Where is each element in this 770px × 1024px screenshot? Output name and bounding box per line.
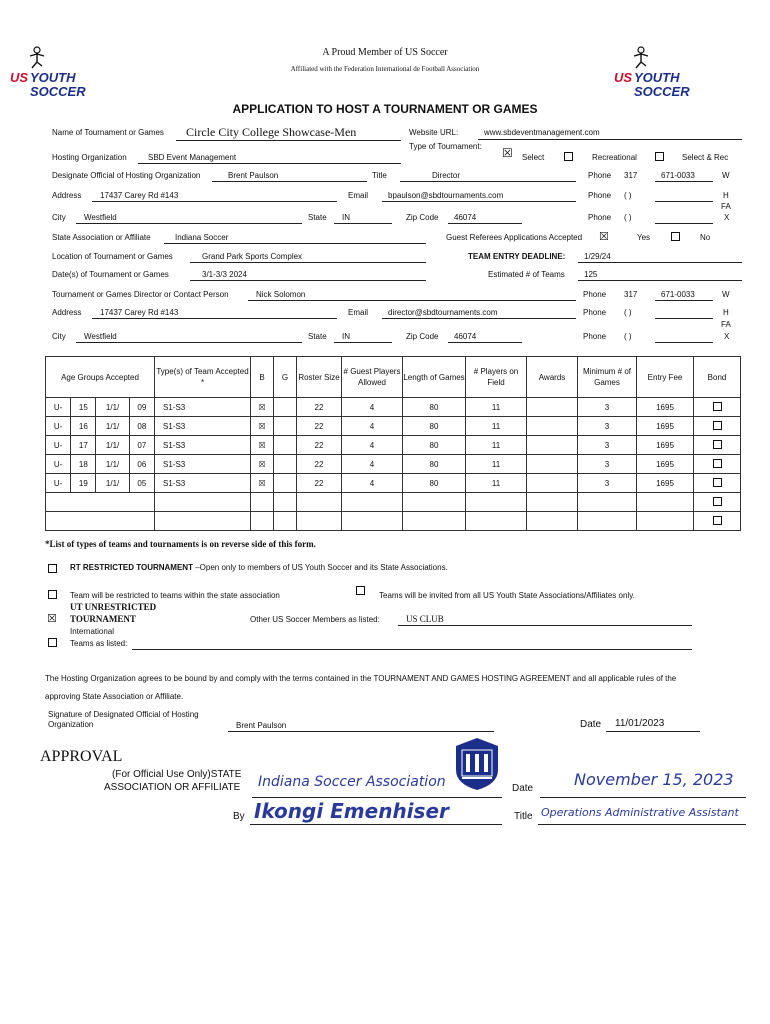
- row-u-prefix: U-: [46, 436, 71, 455]
- row-year[interactable]: 08: [129, 417, 154, 436]
- table-row: [46, 417, 741, 436]
- type-recreational-label: Recreational: [592, 153, 637, 162]
- phone1-area[interactable]: 317: [624, 171, 638, 180]
- approval-official-2: ASSOCIATION OR AFFILIATE: [104, 782, 241, 793]
- restricted-checkbox[interactable]: [48, 564, 57, 573]
- approval-title: APPROVAL: [40, 748, 123, 765]
- approval-official-1: (For Official Use Only)STATE: [112, 769, 242, 780]
- phone2-x: X: [724, 332, 730, 341]
- row-month: 1/1/: [96, 398, 129, 417]
- row-year[interactable]: 06: [129, 455, 154, 474]
- teams-invited-label: Teams will be invited from all US Youth State Associations/Affiliates only.: [379, 591, 635, 600]
- approval-date-value[interactable]: November 15, 2023: [574, 770, 734, 789]
- est-label: Estimated # of Teams: [488, 270, 565, 279]
- row-g-cell[interactable]: [274, 455, 297, 474]
- row-roster[interactable]: 22: [297, 398, 342, 417]
- th-age-groups: Age Groups Accepted: [46, 357, 155, 398]
- approval-title-value[interactable]: Operations Administrative Assistant: [541, 806, 739, 819]
- row-bond-checkbox[interactable]: [713, 421, 722, 430]
- state2-value[interactable]: IN: [342, 332, 350, 341]
- row-month: 1/1/: [96, 436, 129, 455]
- row-month: 1/1/: [96, 455, 129, 474]
- table-row-empty: [46, 512, 741, 531]
- ut-label: UT UNRESTRICTED: [70, 602, 157, 612]
- designate-value[interactable]: Brent Paulson: [228, 171, 279, 180]
- phone2-h-label: Phone: [583, 308, 607, 317]
- table-row: [46, 436, 741, 455]
- phone2-label: Phone: [583, 290, 607, 299]
- phone2-fa: FA: [721, 320, 731, 329]
- address2-label: Address: [52, 308, 82, 317]
- phone2-w: W: [722, 290, 730, 299]
- row-length[interactable]: 80: [403, 417, 466, 436]
- row-type[interactable]: S1-S3: [155, 474, 251, 493]
- row-year[interactable]: 05: [129, 474, 154, 493]
- row-fee[interactable]: 1695: [637, 455, 694, 474]
- row-age[interactable]: 16: [71, 417, 96, 436]
- title-label: Title: [372, 171, 387, 180]
- row-bond-checkbox[interactable]: [713, 402, 722, 411]
- th-players: # Players on Field: [466, 357, 527, 398]
- guest-label: Guest Referees Applications Accepted: [446, 233, 583, 242]
- row-u-prefix: U-: [46, 455, 71, 474]
- member-line: A Proud Member of US Soccer: [322, 47, 448, 58]
- th-min-games: Minimum # of Games: [578, 357, 637, 398]
- svg-text:SOCCER: SOCCER: [634, 84, 690, 99]
- agreement-text-2: approving State Association or Affiliate.: [45, 692, 184, 701]
- row-min[interactable]: 3: [578, 436, 637, 455]
- row-fee[interactable]: 1695: [637, 417, 694, 436]
- sig-label-2: Organization: [48, 720, 94, 729]
- type-select-rec-checkbox[interactable]: [655, 152, 664, 161]
- row-length[interactable]: 80: [403, 455, 466, 474]
- row-type[interactable]: S1-S3: [155, 398, 251, 417]
- row-u-prefix: U-: [46, 474, 71, 493]
- assoc-label: State Association or Affiliate: [52, 233, 151, 242]
- th-bond: Bond: [694, 357, 741, 398]
- designate-label: Designate Official of Hosting Organization: [52, 171, 201, 180]
- row-b-checkbox[interactable]: ☒: [251, 398, 274, 417]
- page-title: APPLICATION TO HOST A TOURNAMENT OR GAMES: [232, 102, 538, 116]
- row-fee[interactable]: 1695: [637, 474, 694, 493]
- other-value[interactable]: US CLUB: [406, 614, 444, 624]
- agreement-date-value[interactable]: 11/01/2023: [615, 718, 665, 729]
- row-min[interactable]: 3: [578, 398, 637, 417]
- approval-assoc-value[interactable]: Indiana Soccer Association: [258, 774, 446, 790]
- row-length[interactable]: 80: [403, 436, 466, 455]
- row-b-checkbox[interactable]: ☒: [251, 417, 274, 436]
- ut-checkbox[interactable]: ☒: [47, 613, 57, 625]
- phone2-h-paren[interactable]: ( ): [624, 308, 632, 317]
- type-label: Type of Tournament:: [409, 142, 482, 151]
- address-label: Address: [52, 191, 82, 200]
- row-roster[interactable]: 22: [297, 417, 342, 436]
- row-fee[interactable]: 1695: [637, 398, 694, 417]
- email2-label: Email: [348, 308, 369, 317]
- type-select-label: Select: [522, 153, 545, 162]
- city-label: City: [52, 213, 66, 222]
- guest-no-checkbox[interactable]: [671, 232, 680, 241]
- teams-listed-checkbox[interactable]: [48, 638, 57, 647]
- website-value[interactable]: www.sbdeventmanagement.com: [484, 128, 600, 137]
- row-awards[interactable]: [527, 417, 578, 436]
- phone2-h: H: [723, 308, 729, 317]
- row-roster[interactable]: 22: [297, 455, 342, 474]
- phone-fa: FA: [721, 202, 731, 211]
- row-g-cell[interactable]: [274, 436, 297, 455]
- row-month: 1/1/: [96, 474, 129, 493]
- phone2-fax-paren[interactable]: ( ): [624, 332, 632, 341]
- indiana-soccer-badge: [452, 736, 502, 792]
- phone-h-label: Phone: [588, 191, 612, 200]
- row-g-cell[interactable]: [274, 474, 297, 493]
- approval-date-label: Date: [512, 783, 534, 794]
- location-value[interactable]: Grand Park Sports Complex: [202, 252, 303, 261]
- zip2-label: Zip Code: [406, 332, 439, 341]
- row-age[interactable]: 15: [71, 398, 96, 417]
- phone-fax-paren[interactable]: ( ): [624, 213, 632, 222]
- guest-yes-label: Yes: [637, 233, 651, 242]
- row-age[interactable]: 18: [71, 455, 96, 474]
- svg-text:YOUTH: YOUTH: [634, 70, 680, 85]
- guest-no-label: No: [700, 233, 711, 242]
- table-row: [46, 474, 741, 493]
- row-age[interactable]: 19: [71, 474, 96, 493]
- th-guest: # Guest Players Allowed: [342, 357, 403, 398]
- row-players[interactable]: 11: [466, 417, 527, 436]
- phone-fax-label: Phone: [588, 213, 612, 222]
- deadline-value[interactable]: 1/29/24: [584, 252, 611, 261]
- agreement-date-label: Date: [580, 719, 602, 730]
- row-bond-checkbox[interactable]: [713, 440, 722, 449]
- name-value[interactable]: Circle City College Showcase-Men: [186, 125, 357, 139]
- est-value[interactable]: 125: [584, 270, 598, 279]
- row-awards[interactable]: [527, 436, 578, 455]
- table-footnote: *List of types of teams and tournaments is on reverse side of this form.: [45, 539, 316, 549]
- row-min[interactable]: 3: [578, 474, 637, 493]
- sig-value[interactable]: Brent Paulson: [236, 721, 287, 730]
- table-row: [46, 398, 741, 417]
- row-roster[interactable]: 22: [297, 436, 342, 455]
- th-roster: Roster Size: [297, 357, 342, 398]
- row-awards[interactable]: [527, 474, 578, 493]
- approval-by-signature[interactable]: Ikongi Emenhiser: [254, 799, 449, 823]
- teams-listed-label: Teams as listed:: [70, 639, 128, 648]
- zip2-value[interactable]: 46074: [454, 332, 477, 341]
- row-guest[interactable]: 4: [342, 436, 403, 455]
- zip-label: Zip Code: [406, 213, 439, 222]
- dates-value[interactable]: 3/1-3/3 2024: [202, 270, 247, 279]
- guest-yes-checkbox[interactable]: ☒: [599, 231, 609, 243]
- sig-label-1: Signature of Designated Official of Hosting: [48, 710, 199, 719]
- th-entry-fee: Entry Fee: [637, 357, 694, 398]
- teams-invited-checkbox[interactable]: [356, 586, 365, 595]
- agreement-text-1: The Hosting Organization agrees to be bound by and comply with the terms contained in the TOURNAMENT AND GAMES HOSTING AGREEMENT and all applicable rules of the: [45, 674, 677, 683]
- email-value[interactable]: bpaulson@sbdtournaments.com: [388, 191, 504, 200]
- phone2-fax-label: Phone: [583, 332, 607, 341]
- th-b: B: [251, 357, 274, 398]
- restricted-bold: RT RESTRICTED TOURNAMENT: [70, 563, 193, 572]
- row-b-checkbox[interactable]: ☒: [251, 436, 274, 455]
- zip-value[interactable]: 46074: [454, 213, 477, 222]
- row-g-cell[interactable]: [274, 398, 297, 417]
- row-type[interactable]: S1-S3: [155, 436, 251, 455]
- approval-title-label: Title: [514, 811, 533, 822]
- svg-text:US: US: [614, 70, 633, 85]
- row-bond-checkbox[interactable]: [713, 459, 722, 468]
- title-value[interactable]: Director: [432, 171, 461, 180]
- row-min[interactable]: 3: [578, 417, 637, 436]
- city2-label: City: [52, 332, 66, 341]
- row-players[interactable]: 11: [466, 398, 527, 417]
- row-bond-checkbox[interactable]: [713, 516, 722, 525]
- address2-value[interactable]: 17437 Carey Rd #143: [100, 308, 179, 317]
- row-type[interactable]: S1-S3: [155, 417, 251, 436]
- row-age[interactable]: 17: [71, 436, 96, 455]
- restricted-text: –Open only to members of US Youth Soccer and its State Associations.: [195, 563, 448, 572]
- row-b-checkbox[interactable]: ☒: [251, 474, 274, 493]
- state-label: State: [308, 213, 327, 222]
- hosting-value[interactable]: SBD Event Management: [148, 153, 237, 162]
- table-row-empty: [46, 493, 741, 512]
- svg-text:US: US: [10, 70, 29, 85]
- type-select-rec-label: Select & Rec: [682, 153, 729, 162]
- row-year[interactable]: 09: [129, 398, 154, 417]
- row-players[interactable]: 11: [466, 436, 527, 455]
- hosting-label: Hosting Organization: [52, 153, 127, 162]
- row-u-prefix: U-: [46, 398, 71, 417]
- svg-text:SOCCER: SOCCER: [30, 84, 86, 99]
- table-row: [46, 455, 741, 474]
- row-awards[interactable]: [527, 455, 578, 474]
- phone-h-paren[interactable]: ( ): [624, 191, 632, 200]
- row-g-cell[interactable]: [274, 417, 297, 436]
- type-recreational-checkbox[interactable]: [564, 152, 573, 161]
- row-bond-checkbox[interactable]: [713, 497, 722, 506]
- row-guest[interactable]: 4: [342, 398, 403, 417]
- team-restricted-checkbox[interactable]: [48, 590, 57, 599]
- tournament-label: TOURNAMENT: [70, 614, 136, 624]
- email-label: Email: [348, 191, 369, 200]
- phone1-number[interactable]: 671-0033: [661, 171, 695, 180]
- row-roster[interactable]: 22: [297, 474, 342, 493]
- phone1-label: Phone: [588, 171, 612, 180]
- row-guest[interactable]: 4: [342, 474, 403, 493]
- row-b-checkbox[interactable]: ☒: [251, 455, 274, 474]
- row-length[interactable]: 80: [403, 474, 466, 493]
- affiliation-line: Affiliated with the Federation International de Football Association: [290, 65, 480, 73]
- row-fee[interactable]: 1695: [637, 436, 694, 455]
- phone2-number[interactable]: 671-0033: [661, 290, 695, 299]
- row-length[interactable]: 80: [403, 398, 466, 417]
- th-team-type: Type(s) of Team Accepted *: [155, 357, 251, 398]
- row-players[interactable]: 11: [466, 455, 527, 474]
- phone-h: H: [723, 191, 729, 200]
- state2-label: State: [308, 332, 327, 341]
- row-players[interactable]: 11: [466, 474, 527, 493]
- dates-label: Date(s) of Tournament or Games: [52, 270, 169, 279]
- international-label: International: [70, 627, 115, 636]
- phone-x: X: [724, 213, 730, 222]
- row-bond-checkbox[interactable]: [713, 478, 722, 487]
- th-length: Length of Games: [403, 357, 466, 398]
- type-select-checkbox[interactable]: ☒: [502, 146, 513, 160]
- row-u-prefix: U-: [46, 417, 71, 436]
- approval-by-label: By: [233, 811, 245, 822]
- address-value[interactable]: 17437 Carey Rd #143: [100, 191, 179, 200]
- director-label: Tournament or Games Director or Contact Person: [52, 290, 229, 299]
- th-awards: Awards: [527, 357, 578, 398]
- city2-value[interactable]: Westfield: [84, 332, 117, 341]
- restricted-option: [70, 563, 448, 572]
- city-value[interactable]: Westfield: [84, 213, 117, 222]
- row-guest[interactable]: 4: [342, 417, 403, 436]
- row-year[interactable]: 07: [129, 436, 154, 455]
- location-label: Location of Tournament or Games: [52, 252, 173, 261]
- row-guest[interactable]: 4: [342, 455, 403, 474]
- director-value[interactable]: Nick Solomon: [256, 290, 306, 299]
- row-awards[interactable]: [527, 398, 578, 417]
- email2-value[interactable]: director@sbdtournaments.com: [388, 308, 498, 317]
- phone2-area[interactable]: 317: [624, 290, 638, 299]
- row-min[interactable]: 3: [578, 455, 637, 474]
- th-g: G: [274, 357, 297, 398]
- assoc-value[interactable]: Indiana Soccer: [175, 233, 229, 242]
- deadline-label: TEAM ENTRY DEADLINE:: [468, 252, 566, 261]
- other-label: Other US Soccer Members as listed:: [250, 615, 380, 624]
- phone1-w: W: [722, 171, 730, 180]
- state-value[interactable]: IN: [342, 213, 350, 222]
- row-type[interactable]: S1-S3: [155, 455, 251, 474]
- name-label: Name of Tournament or Games: [52, 128, 164, 137]
- age-groups-table: [45, 356, 741, 531]
- svg-text:YOUTH: YOUTH: [30, 70, 76, 85]
- row-month: 1/1/: [96, 417, 129, 436]
- team-restricted-label: Team will be restricted to teams within the state association: [70, 591, 280, 600]
- website-label: Website URL:: [409, 128, 459, 137]
